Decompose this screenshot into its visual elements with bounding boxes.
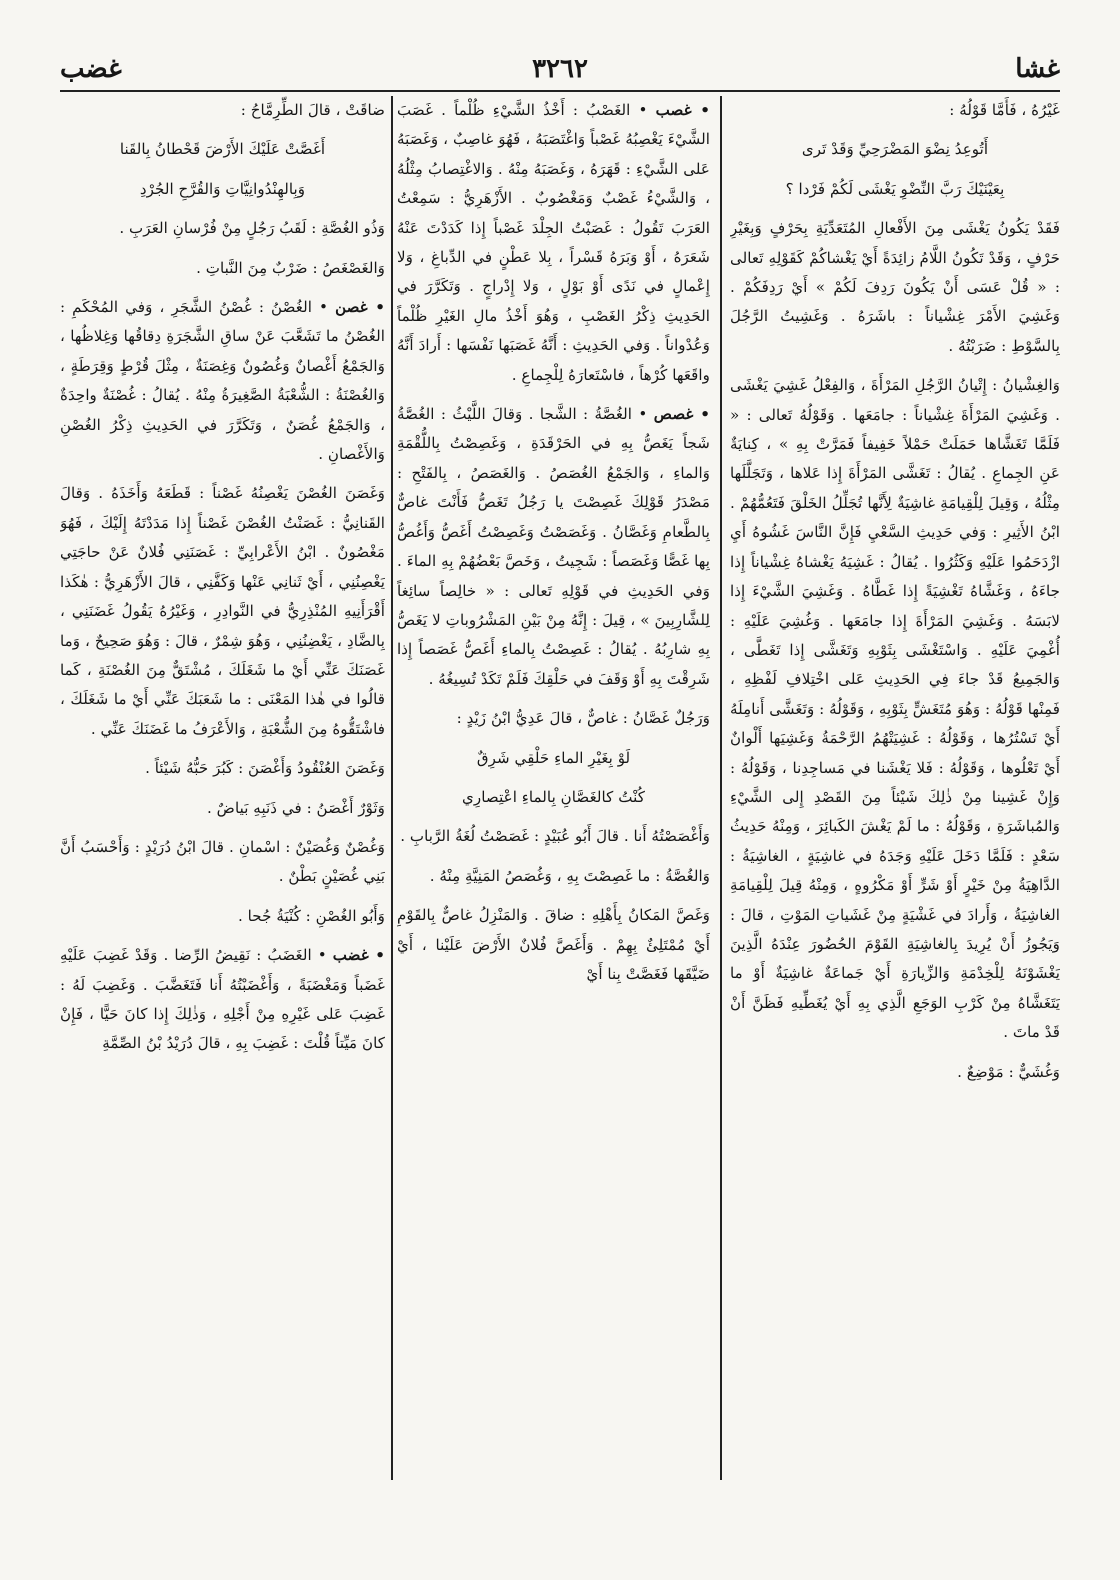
header-rule (60, 90, 1060, 92)
column-divider-left (391, 96, 393, 1480)
paragraph: وَغَصَنَ الغُصْنَ يَغْصِنُهُ غَصْناً : قَطَعَهُ وَأَخَذَهُ . وَقالَ القَنانِيُّ : غَصَنْتُ الغُصْنَ غَصْناً إِذا مَدَدْتَهُ إِلَيْكَ ، فَهُوَ مَغْصُونٌ . ابْنُ الأَعْرابِيِّ : غَصَنَنِي فُلانٌ عَنْ حاجَتِي يَغْصِنُنِي ، أَيْ ثَنانِي عَنْها وَكَفَّنِي ، قالَ الأَزْهَرِيُّ : هٰكَذا أَقْرَأَنِيهِ المُنْذِرِيُّ في النَّوادِرِ ، وَغَيْرُهُ يَقُولُ غَضَنَنِي ، بِالضَّادِ ، يَغْضِنُنِي ، وَهُوَ شِمْرٌ ، قالَ : وَهُوَ صَحِيحٌ ، وَما غَصَنَكَ عَنِّي أَيْ ما شَغَلَكَ ، مُشْتَقٌّ مِنَ الغُصْنَةِ ، كَما قالُوا في هٰذا المَعْنَى : ما شَعَبَكَ عَنِّي أَيْ ما شَغَلَكَ ، فاشْتَقُّوهُ مِنَ الشُّعْبَةِ ، وَالأَعْرَفُ ما غَضَنَكَ عَنِّي . (60, 484, 385, 738)
paragraph: وَالغُصَّةُ : ما غَصِصْتَ بِهِ ، وَغُصَصُ المَنِيَّةِ مِنْهُ . (429, 866, 710, 885)
running-head-last-word: غضب (60, 54, 122, 84)
paragraph: وَغَصَنَ العُنْقُودُ وَأَغْصَنَ : كَبُرَ حَبُّهُ شَيْئاً . (145, 759, 385, 778)
dictionary-entry: • غضب • الغَضَبُ : نَقِيضُ الرِّضا . وَقَدْ غَضِبَ عَلَيْهِ غَضَباً وَمَغْضَبَةً ، وَأَغْضَبْتُهُ أَنا فَتَغَضَّبَ . وَغَضِبَ لَهُ : غَضِبَ عَلى غَيْرِهِ مِنْ أَجْلِهِ ، وَذٰلِكَ إِذا كانَ حَيًّا ، فَإِنْ كانَ مَيِّتاً قُلْتَ : غَضِبَ بِهِ ، قالَ دُرَيْدُ بْنُ الصِّمَّةِ (60, 941, 385, 1059)
paragraph: وَذُو الغُصَّةِ : لَقَبُ رَجُلٍ مِنْ فُرْسانِ العَرَبِ . (119, 219, 385, 238)
verse-line: أَتُوعِدُ نِضْوَ المَضْرَحِيِّ وَقَدْ تَرى (801, 140, 989, 159)
paragraph: وَغُشَيٌّ : مَوْضِعٌ . (957, 1062, 1060, 1081)
verse-line: لَوْ بِغَيْرِ الماءِ حَلْقِي شَرِقٌ (476, 748, 631, 767)
entry-headword: • غصص (654, 405, 710, 423)
paragraph: وَأَبُو الغُصْنِ : كُنْيَةُ جُحا . (238, 906, 385, 925)
entry-headword: • غصب (656, 101, 710, 119)
column-divider-right (720, 96, 722, 1480)
column-left (60, 96, 385, 1476)
page-header (60, 52, 1060, 86)
entry-text: الغَضَبُ : نَقِيضُ الرِّضا . وَقَدْ غَضِبَ عَلَيْهِ غَضَباً وَمَغْضَبَةً ، وَأَغْضَبْتُهُ أَنا فَتَغَضَّبَ . وَغَضِبَ لَهُ : غَضِبَ عَلى غَيْرِهِ مِنْ أَجْلِهِ ، وَذٰلِكَ إِذا كانَ حَيًّا ، فَإِنْ كانَ مَيِّتاً قُلْتَ : غَضِبَ بِهِ ، قالَ دُرَيْدُ بْنُ الصِّمَّةِ (60, 946, 385, 1053)
paragraph: وَغَصَّ المَكانُ بِأَهْلِهِ : ضاقَ . وَالمَنْزِلُ غاصٌّ بِالقَوْمِ أَيْ مُمْتَلِئٌ بِهِمْ . وَأَغَصَّ فُلانٌ الأَرْضَ عَلَيْنا ، أَيْ ضَيَّقَها فَغَصَّتْ بِنا أَيْ (397, 906, 710, 983)
paragraph: فَقَدْ يَكُونُ يَغْشَى مِنَ الأَفْعالِ المُتَعَدِّيَةِ بِحَرْفٍ وَبِغَيْرِ حَرْفٍ ، وَقَدْ تَكُونُ اللَّامُ زائِدَةً أَيْ يَغْشاكُمْ كَقَوْلِهِ تَعالى : « قُلْ عَسَى أَنْ يَكُونَ رَدِفَ لَكُمْ » أَيْ رَدِفَكُمْ . وَغَشِيَ الأَمْرَ غِشْياناً : باشَرَهُ . وَغَشِيتُ الرَّجُلَ بِالسَّوْطِ : ضَرَبْتُهُ . (730, 219, 1060, 355)
verse-line: وَبِالهِنْدُوانِيَّاتِ وَالقُرَّحِ الجُرْدِ (139, 179, 306, 198)
dictionary-entry: • غصب • الغَصْبُ : أَخْذُ الشَّيْءِ ظُلْماً . غَصَبَ الشَّيْءَ يَغْصِبُهُ غَصْباً وَاغْتَصَبَهُ ، فَهُوَ غاصِبٌ ، وَغَصَبَهُ عَلى الشَّيْءِ : قَهَرَهُ ، وَغَصَبَهُ مِنْهُ . وَالاغْتِصابُ مِثْلُهُ ، وَالشَّيْءُ غَصْبٌ وَمَغْصُوبٌ . الأَزْهَرِيُّ : سَمِعْتُ العَرَبَ تَقُولُ : غَصَبْتُ الجِلْدَ غَصْباً إِذا كَدَدْتَ عَنْهُ شَعَرَهُ ، أَوْ وَبَرَهُ قَسْراً ، بِلا عَطْنٍ في الدِّباغِ ، وَلا إِعْمالٍ في نَدًى أَوْ بَوْلٍ ، وَلا إِدْراجٍ . وَتَكَرَّرَ في الحَدِيثِ ذِكْرُ الغَصْبِ ، وَهُوَ أَخْذُ مالِ الغَيْرِ ظُلْماً وَعُدْواناً . وَفي الحَدِيثِ : أَنَّهُ غَصَبَها نَفْسَها : أَرادَ أَنَّهُ واقَعَها كُرْهاً ، فاسْتَعارَهُ لِلْجِماعِ . (397, 96, 710, 390)
paragraph: وَغُصْنٌ وَغُصَيْنٌ : اسْمانِ . قالَ ابْنُ دُرَيْدٍ : وَأَحْسَبُ أَنَّ بَنِي غُصَيْنٍ بَطْنٌ . (60, 837, 385, 886)
paragraph: وَثَوْرٌ أَغْصَنُ : في ذَنَبِهِ بَياضٌ . (207, 798, 385, 817)
entry-text: الغُصْنُ : غُصْنُ الشَّجَرِ ، وَفي المُحْكَمِ : الغُصْنُ ما تَشَعَّبَ عَنْ ساقِ الشَّجَرَةِ دِقاقُها وَغِلاظُها ، وَالجَمْعُ أَغْصانٌ وَغُصُونٌ وَغِصَنَةٌ ، مِثْلَ قُرْطٍ وَقِرَطَةٍ ، وَالغُصْنَةُ : الشُّعْبَةُ الصَّغِيرَةُ مِنْهُ . يُقالُ : غُصْنَةٌ واحِدَةٌ ، وَالجَمْعُ غُصَنٌ ، وَتَكَرَّرَ في الحَدِيثِ ذِكْرُ الغُصْنِ وَالأَغْصانِ . (60, 298, 385, 464)
entry-text: الغُصَّةُ : الشَّجا . وَقالَ اللَّيْثُ : الغُصَّةُ شَجاً يَغَصُّ بِهِ في الحَرْقَدَةِ ، وَغَصِصْتُ بِاللُّقْمَةِ وَالماءِ ، وَالجَمْعُ الغُصَصُ . وَالغَصَصُ ، بِالفَتْحِ : مَصْدَرُ قَوْلِكَ غَصِصْتَ يا رَجُلُ تَغَصُّ فَأَنْتَ غاصٌّ بِالطَّعامِ وَغَصَّانُ . وَغَصَصْتُ وَغَصِصْتُ أَغَصُّ وَأَغُصُّ بِها غَصًّا وَغَصَصاً : شَجِيتُ ، وَخَصَّ بَعْضُهُمْ بِهِ الماءَ . وَفي الحَدِيثِ في قَوْلِهِ تَعالى : « خالِصاً سائِغاً لِلشَّارِبِينَ » ، قِيلَ : إِنَّهُ مِنْ بَيْنِ المَشْرُوباتِ لا يَغَصُّ بِهِ شارِبُهُ . يُقالُ : غَصِصْتُ بِالماءِ أَغَصُّ غَصَصاً إِذا شَرِقْتَ بِهِ أَوْ وَقَفَ في حَلْقِكَ فَلَمْ تَكَدْ تُسِيغُهُ . (397, 405, 710, 688)
entry-headword: • غصن (335, 298, 385, 316)
running-head-first-word: غشا (1015, 54, 1060, 84)
verse-line: بِعَيْنَيْكَ رَبَّ النِّضْوِ يَغْشَى لَكُمْ فَرْدا ؟ (785, 179, 1005, 198)
entry-text: الغَصْبُ : أَخْذُ الشَّيْءِ ظُلْماً . غَصَبَ الشَّيْءَ يَغْصِبُهُ غَصْباً وَاغْتَصَبَهُ ، فَهُوَ غاصِبٌ ، وَغَصَبَهُ عَلى الشَّيْءِ : قَهَرَهُ ، وَغَصَبَهُ مِنْهُ . وَالاغْتِصابُ مِثْلُهُ ، وَالشَّيْءُ غَصْبٌ وَمَغْصُوبٌ . الأَزْهَرِيُّ : سَمِعْتُ العَرَبَ تَقُولُ : غَصَبْتُ الجِلْدَ غَصْباً إِذا كَدَدْتَ عَنْهُ شَعَرَهُ ، أَوْ وَبَرَهُ قَسْراً ، بِلا عَطْنٍ في الدِّباغِ ، وَلا إِعْمالٍ في نَدًى أَوْ بَوْلٍ ، وَلا إِدْراجٍ . وَتَكَرَّرَ في الحَدِيثِ ذِكْرُ الغَصْبِ ، وَهُوَ أَخْذُ مالِ الغَيْرِ ظُلْماً وَعُدْواناً . وَفي الحَدِيثِ : أَنَّهُ غَصَبَها نَفْسَها : أَرادَ أَنَّهُ واقَعَها كُرْهاً ، فاسْتَعارَهُ لِلْجِماعِ . (397, 101, 710, 384)
verse-line: كُنْتُ كالغَصَّانِ بِالماءِ اعْتِصارِي (462, 787, 645, 806)
dictionary-entry: • غصص • الغُصَّةُ : الشَّجا . وَقالَ اللَّيْثُ : الغُصَّةُ شَجاً يَغَصُّ بِهِ في الحَرْقَدَةِ ، وَغَصِصْتُ بِاللُّقْمَةِ وَالماءِ ، وَالجَمْعُ الغُصَصُ . وَالغَصَصُ ، بِالفَتْحِ : مَصْدَرُ قَوْلِكَ غَصِصْتَ يا رَجُلُ تَغَصُّ فَأَنْتَ غاصٌّ بِالطَّعامِ وَغَصَّانُ . وَغَصَصْتُ وَغَصِصْتُ أَغَصُّ وَأَغُصُّ بِها غَصًّا وَغَصَصاً : شَجِيتُ ، وَخَصَّ بَعْضُهُمْ بِهِ الماءَ . وَفي الحَدِيثِ في قَوْلِهِ تَعالى : « خالِصاً سائِغاً لِلشَّارِبِينَ » ، قِيلَ : إِنَّهُ مِنْ بَيْنِ المَشْرُوباتِ لا يَغَصُّ بِهِ شارِبُهُ . يُقالُ : غَصِصْتُ بِالماءِ أَغَصُّ غَصَصاً إِذا شَرِقْتَ بِهِ أَوْ وَقَفَ في حَلْقِكَ فَلَمْ تَكَدْ تُسِيغُهُ . (397, 400, 710, 694)
column-right (730, 96, 1060, 1476)
verse-line: أَغَصَّتْ عَلَيْكَ الأَرْضَ قَحْطانُ بِالقَنا (119, 140, 326, 159)
column-middle (397, 96, 710, 1476)
paragraph: وَرَجُلٌ غَصَّانُ : غاصٌّ ، قالَ عَدِيُّ ابْنُ زَيْدٍ : (456, 709, 710, 728)
page-number: ٣٢٦٢ (532, 54, 588, 84)
entry-headword: • غضب (333, 946, 385, 964)
paragraph: وَالغَصْغَصُ : ضَرْبٌ مِنَ النَّباتِ . (196, 258, 385, 277)
paragraph: غَيْرُهُ ، فَأَمَّا قَوْلُهُ : (949, 101, 1060, 119)
paragraph: ضاقَتْ ، قالَ الطِّرِمَّاحُ : (240, 101, 385, 119)
dictionary-entry: • غصن • الغُصْنُ : غُصْنُ الشَّجَرِ ، وَفي المُحْكَمِ : الغُصْنُ ما تَشَعَّبَ عَنْ ساقِ الشَّجَرَةِ دِقاقُها وَغِلاظُها ، وَالجَمْعُ أَغْصانٌ وَغُصُونٌ وَغِصَنَةٌ ، مِثْلَ قُرْطٍ وَقِرَطَةٍ ، وَالغُصْنَةُ : الشُّعْبَةُ الصَّغِيرَةُ مِنْهُ . يُقالُ : غُصْنَةٌ واحِدَةٌ ، وَالجَمْعُ غُصَنٌ ، وَتَكَرَّرَ في الحَدِيثِ ذِكْرُ الغُصْنِ وَالأَغْصانِ . (60, 293, 385, 469)
paragraph: وَالغِشْيانُ : إِتْيانُ الرَّجُلِ المَرْأَةَ ، وَالفِعْلُ غَشِيَ يَغْشَى . وَغَشِيَ المَرْأَةَ غِشْياناً : جامَعَها . وَقَوْلُهُ تَعالى : « فَلَمَّا تَغَشَّاها حَمَلَتْ حَمْلاً خَفِيفاً فَمَرَّتْ بِهِ » ، كِنايَةٌ عَنِ الجِماعِ . يُقالُ : تَغَشَّى المَرْأَةَ إِذا عَلاها ، وَتَجَلَّلَها مِثْلُهُ ، وَقِيلَ لِلْقِيامَةِ غاشِيَةٌ لِأَنَّها تُجَلِّلُ الخَلْقَ فَتَعُمُّهُمْ . ابْنُ الأَثِيرِ : وَفي حَدِيثِ السَّعْيِ فَإِنَّ النَّاسَ غَشُوهُ أَيِ ازْدَحَمُوا عَلَيْهِ وَكَثُرُوا . يُقالُ : غَشِيَهُ يَغْشاهُ غِشْياناً إِذا جاءَهُ ، وَغَشَّاهُ تَغْشِيَةً إِذا غَطَّاهُ . وَغَشِيَ الشَّيْءَ إِذا لابَسَهُ . وَغَشِيَ المَرْأَةَ إِذا جامَعَها . وَغُشِيَ عَلَيْهِ : أُغْمِيَ عَلَيْهِ . وَاسْتَغْشَى بِثَوْبِهِ وَتَغَشَّى إِذا تَغَطَّى ، وَالجَمِيعُ قَدْ جاءَ فِي الحَدِيثِ عَلى اخْتِلافِ لَفْظِهِ ، فَمِنْها قَوْلُهُ : وَهُوَ مُتَغَشٍّ بِثَوْبِهِ ، وَقَوْلُهُ : وَتَغَشَّى أَنامِلَهُ أَيْ تَسْتُرُها ، وَقَوْلُهُ : غَشِيَتْهُمُ الرَّحْمَةُ وَغَشِيَها أَلْوانٌ أَيْ تَعْلُوها ، وَقَوْلُهُ : فَلا يَغْشَنا في مَساجِدِنا ، وَقَوْلُهُ : وَإِنْ غَشِينا مِنْ ذٰلِكَ شَيْئاً مِنَ القَصْدِ إِلى الشَّيْءِ وَالمُباشَرَةِ ، وَقَوْلُهُ : ما لَمْ يَغْشَ الكَبائِرَ ، وَمِنْهُ حَدِيثُ سَعْدٍ : فَلَمَّا دَخَلَ عَلَيْهِ وَجَدَهُ في غاشِيَةٍ ، الغاشِيَةُ : الدَّاهِيَةُ مِنْ خَيْرٍ أَوْ شَرٍّ أَوْ مَكْرُوهٍ ، وَمِنْهُ قِيلَ لِلْقِيامَةِ الغاشِيَةُ ، وَأَرادَ في غَشْيَةٍ مِنْ غَشَياتِ المَوْتِ ، قالَ : وَيَجُوزُ أَنْ يُرِيدَ بِالغاشِيَةِ القَوْمَ الحُضُورَ عِنْدَهُ الَّذِينَ يَغْشَوْنَهُ لِلْخِدْمَةِ وَالزِّيارَةِ أَيْ جَماعَةٌ غاشِيَةٌ أَوْ ما يَتَغَشَّاهُ مِنْ كَرْبِ الوَجَعِ الَّذِي بِهِ أَيْ يُغَطِّيهِ فَظَنَّ أَنْ قَدْ ماتَ . (730, 376, 1060, 1042)
paragraph: وَأَغْصَصْتُهُ أَنا . قالَ أَبُو عُبَيْدٍ : غَصَصْتُ لُغَةُ الرَّبابِ . (400, 827, 710, 846)
